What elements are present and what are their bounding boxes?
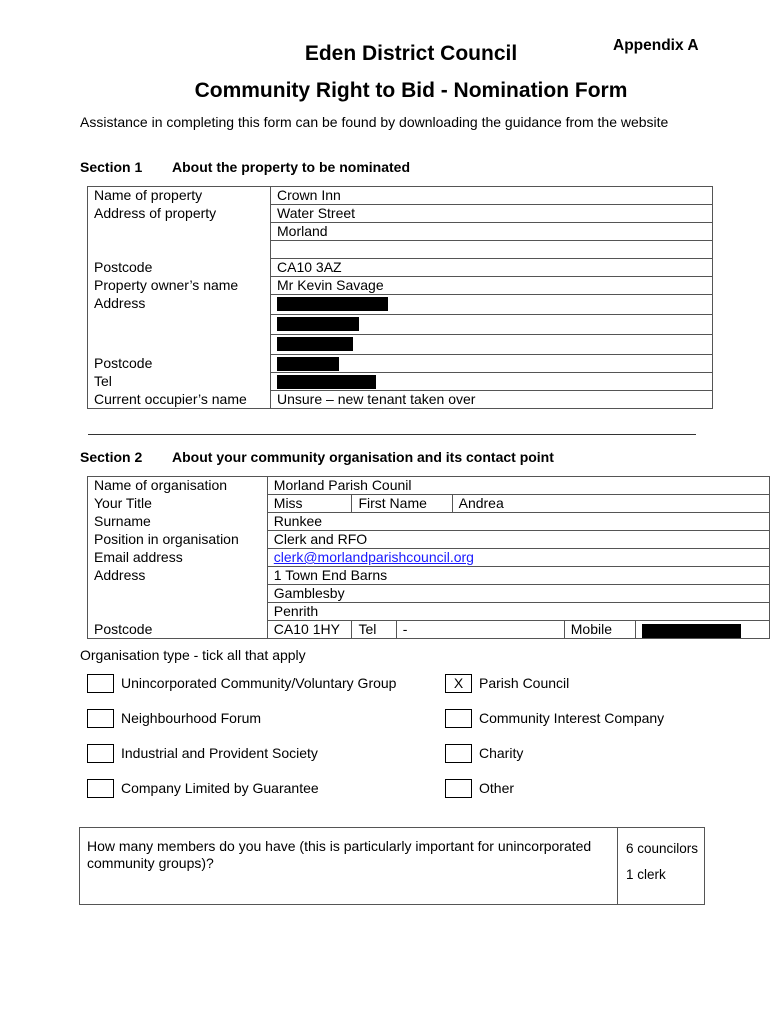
occupier-label: Current occupier’s name	[88, 391, 271, 409]
owner-tel-label: Tel	[88, 373, 271, 391]
checkbox-other[interactable]	[445, 779, 472, 798]
section1-title: About the property to be nominated	[172, 159, 410, 175]
owner-postcode-label: Postcode	[88, 355, 271, 373]
form-title: Community Right to Bid - Nomination Form	[194, 79, 628, 102]
option-label-company-limited: Company Limited by Guarantee	[121, 780, 319, 796]
redaction-block	[277, 317, 359, 331]
property-address-line2[interactable]: Morland	[271, 223, 713, 241]
owner-name-field[interactable]: Mr Kevin Savage	[271, 277, 713, 295]
members-question: How many members do you have (this is particularly important for unincorporated community groups)?	[80, 828, 618, 905]
property-name-field[interactable]: Crown Inn	[271, 187, 713, 205]
your-title-field[interactable]: Miss	[267, 495, 352, 513]
appendix-label: Appendix A	[613, 37, 699, 54]
org-address-line1[interactable]: 1 Town End Barns	[267, 567, 769, 585]
property-address-line1[interactable]: Water Street	[271, 205, 713, 223]
council-title: Eden District Council	[304, 42, 518, 65]
section1-heading	[80, 159, 410, 175]
org-tel-label: Tel	[352, 621, 396, 639]
redaction-block	[277, 357, 339, 371]
org-tel-field[interactable]: -	[396, 621, 564, 639]
checkbox-company-limited[interactable]	[87, 779, 114, 798]
checkbox-neighbourhood-forum[interactable]	[87, 709, 114, 728]
property-postcode-field[interactable]: CA10 3AZ	[271, 259, 713, 277]
option-label-community-interest-company: Community Interest Company	[479, 710, 665, 726]
property-name-label: Name of property	[88, 187, 271, 205]
members-answer-line2: 1 clerk	[626, 867, 666, 882]
members-answer-field[interactable]	[618, 828, 705, 905]
email-field[interactable]	[267, 549, 769, 567]
option-label-parish-council: Parish Council	[479, 675, 570, 691]
position-label: Position in organisation	[88, 531, 268, 549]
org-name-label: Name of organisation	[88, 477, 268, 495]
org-mobile-field[interactable]	[636, 621, 770, 639]
occupier-field[interactable]: Unsure – new tenant taken over	[271, 391, 713, 409]
first-name-label: First Name	[352, 495, 452, 513]
checkbox-unincorporated[interactable]	[87, 674, 114, 693]
section2-heading	[80, 449, 554, 465]
checkbox-community-interest-company[interactable]	[445, 709, 472, 728]
checkbox-parish-council[interactable]: X	[445, 674, 472, 693]
intro-text: Assistance in completing this form can be found by downloading the guidance from the website	[80, 114, 669, 130]
org-address-label: Address	[88, 567, 268, 585]
section2-number: Section 2	[80, 449, 143, 465]
redaction-block	[642, 624, 741, 638]
surname-label: Surname	[88, 513, 268, 531]
your-title-label: Your Title	[88, 495, 268, 513]
owner-address-line1[interactable]	[271, 295, 713, 315]
position-field[interactable]: Clerk and RFO	[267, 531, 769, 549]
property-address-line3[interactable]	[271, 241, 713, 259]
property-address-label: Address of property	[88, 205, 271, 223]
email-label: Email address	[88, 549, 268, 567]
owner-address-line2[interactable]	[271, 315, 713, 335]
org-mobile-label: Mobile	[564, 621, 635, 639]
owner-name-label: Property owner’s name	[88, 277, 271, 295]
org-type-label: Organisation type - tick all that apply	[80, 647, 306, 663]
org-name-field[interactable]: Morland Parish Counil	[267, 477, 769, 495]
redaction-block	[277, 297, 388, 311]
option-label-unincorporated: Unincorporated Community/Voluntary Group	[121, 675, 397, 691]
first-name-field[interactable]: Andrea	[452, 495, 769, 513]
surname-field[interactable]: Runkee	[267, 513, 769, 531]
owner-postcode-field[interactable]	[271, 355, 713, 373]
members-answer-line1: 6 councilors	[626, 841, 699, 856]
section2-title: About your community organisation and its contact point	[172, 449, 554, 465]
organisation-table	[87, 476, 770, 639]
option-label-charity: Charity	[479, 745, 524, 761]
checkbox-charity[interactable]	[445, 744, 472, 763]
org-address-line2[interactable]: Gamblesby	[267, 585, 769, 603]
property-postcode-label: Postcode	[88, 259, 271, 277]
org-postcode-label: Postcode	[88, 621, 268, 639]
org-postcode-field[interactable]: CA10 1HY	[267, 621, 352, 639]
option-label-neighbourhood-forum: Neighbourhood Forum	[121, 710, 262, 726]
redaction-block	[277, 375, 376, 389]
option-label-industrial-provident: Industrial and Provident Society	[121, 745, 318, 761]
option-label-other: Other	[479, 780, 515, 796]
email-link[interactable]: clerk@morlandparishcouncil.org	[273, 549, 474, 565]
section-divider	[88, 434, 696, 435]
checkbox-industrial-provident[interactable]	[87, 744, 114, 763]
members-table	[79, 827, 705, 905]
redaction-block	[277, 337, 353, 351]
owner-address-label: Address	[88, 295, 271, 315]
owner-tel-field[interactable]	[271, 373, 713, 391]
org-address-line3[interactable]: Penrith	[267, 603, 769, 621]
section1-number: Section 1	[80, 159, 143, 175]
owner-address-line3[interactable]	[271, 335, 713, 355]
property-table	[87, 186, 713, 409]
